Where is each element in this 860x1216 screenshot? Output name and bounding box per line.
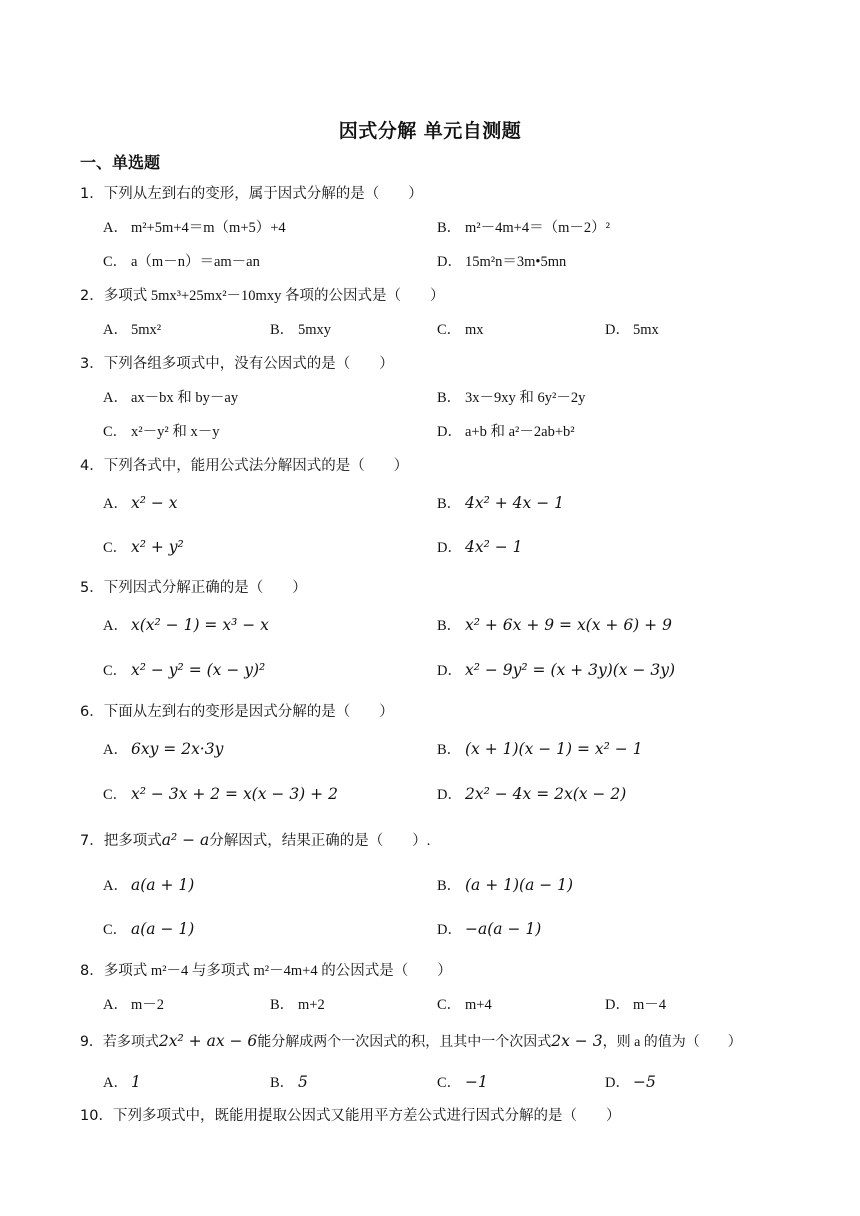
option-4b[interactable]: B． 4x² + 4x − 1	[437, 494, 564, 512]
option-2b[interactable]: B． 5mxy	[270, 322, 332, 338]
question-number: 6．	[80, 704, 104, 720]
question-stem: 下列各组多项式中，没有公因式的是（ ）	[103, 356, 394, 372]
question-number: 8．	[80, 963, 104, 979]
option-8a[interactable]: A． m－2	[103, 997, 165, 1013]
option-4d[interactable]: D． 4x² − 1	[437, 538, 523, 556]
question-number: 3．	[80, 356, 104, 372]
option-7a[interactable]: A． a(a + 1)	[103, 876, 195, 894]
question-math: 2x² + ax − 6	[158, 1032, 258, 1050]
question-stem: 下列各式中，能用公式法分解因式的是（ ）	[103, 458, 409, 474]
question-number: 4．	[80, 458, 104, 474]
option-3c[interactable]: C． x²－y² 和 x－y	[103, 424, 220, 440]
option-8c[interactable]: C． m+4	[437, 997, 492, 1013]
question-math: a² − a	[161, 831, 210, 849]
section-heading: 一、单选题	[80, 153, 161, 172]
option-2d[interactable]: D． 5mx	[605, 322, 659, 338]
option-1b[interactable]: B． m²－4m+4＝（m－2）²	[437, 220, 610, 236]
question-number: 10．	[80, 1108, 113, 1124]
option-4c[interactable]: C． x² + y²	[103, 538, 184, 556]
option-9c[interactable]: C． −1	[437, 1073, 488, 1091]
question-4	[80, 454, 408, 475]
question-1	[80, 182, 423, 203]
option-2c[interactable]: C． mx	[437, 322, 484, 338]
question-stem: 下列从左到右的变形，属于因式分解的是（ ）	[103, 186, 423, 202]
option-1c[interactable]: C． a（m－n）＝am－an	[103, 254, 260, 270]
option-6b[interactable]: B． (x + 1)(x − 1) = x² − 1	[437, 740, 643, 758]
option-9b[interactable]: B． 5	[270, 1073, 308, 1091]
option-2a[interactable]: A． 5mx²	[103, 322, 162, 338]
option-1a[interactable]: A． m²+5m+4＝m（m+5）+4	[103, 220, 286, 236]
question-8	[80, 959, 452, 980]
question-math-2: 2x − 3	[551, 1032, 603, 1050]
option-3d[interactable]: D． a+b 和 a²－2ab+b²	[437, 424, 575, 440]
option-5d[interactable]: D． x² − 9y² = (x + 3y)(x − 3y)	[437, 661, 676, 679]
option-1d[interactable]: D． 15m²n＝3m•5mn	[437, 254, 567, 270]
option-3b[interactable]: B． 3x－9xy 和 6y²－2y	[437, 390, 586, 406]
option-7c[interactable]: C． a(a − 1)	[103, 920, 195, 938]
option-5b[interactable]: B． x² + 6x + 9 = x(x + 6) + 9	[437, 616, 672, 634]
option-9d[interactable]: D． −5	[605, 1073, 656, 1091]
question-stem: 下列多项式中，既能用提取公因式又能用平方差公式进行因式分解的是（ ）	[112, 1108, 621, 1124]
option-7b[interactable]: B． (a + 1)(a − 1)	[437, 876, 574, 894]
question-7: 7．把多项式a² − a分解因式，结果正确的是（ ）.	[80, 831, 431, 849]
option-5c[interactable]: C． x² − y² = (x − y)²	[103, 661, 266, 679]
question-2	[80, 284, 444, 305]
question-9: 9．若多项式2x² + ax − 6能分解成两个一次因式的积，且其中一个次因式2x − 3，则 a 的值为（ ）	[80, 1032, 742, 1050]
page-title: 因式分解 单元自测题	[338, 120, 522, 142]
option-4a[interactable]: A． x² − x	[103, 494, 178, 512]
question-stem: 下列因式分解正确的是（ ）	[103, 580, 307, 596]
question-10	[80, 1104, 620, 1125]
question-3	[80, 352, 394, 373]
question-number: 2．	[80, 288, 104, 304]
option-6a[interactable]: A． 6xy = 2x·3y	[103, 740, 224, 758]
question-number: 1．	[80, 186, 104, 202]
question-number: 5．	[80, 580, 104, 596]
option-6d[interactable]: D． 2x² − 4x = 2x(x − 2)	[437, 785, 627, 803]
option-8d[interactable]: D． m－4	[605, 997, 667, 1013]
option-6c[interactable]: C． x² − 3x + 2 = x(x − 3) + 2	[103, 785, 338, 803]
question-stem: 多项式 m²－4 与多项式 m²－4m+4 的公因式是（ ）	[103, 963, 452, 979]
question-5	[80, 576, 307, 597]
option-9a[interactable]: A． 1	[103, 1073, 141, 1091]
question-stem: 多项式 5mx³+25mx²－10mxy 各项的公因式是（ ）	[103, 288, 445, 304]
question-number: 9．	[80, 1034, 103, 1050]
option-5a[interactable]: A． x(x² − 1) = x³ − x	[103, 616, 269, 634]
option-7d[interactable]: D． −a(a − 1)	[437, 920, 542, 938]
question-stem: 下面从左到右的变形是因式分解的是（ ）	[103, 704, 394, 720]
option-8b[interactable]: B． m+2	[270, 997, 325, 1013]
question-6	[80, 700, 394, 721]
question-number: 7．	[80, 833, 104, 849]
option-3a[interactable]: A． ax－bx 和 by－ay	[103, 390, 239, 406]
